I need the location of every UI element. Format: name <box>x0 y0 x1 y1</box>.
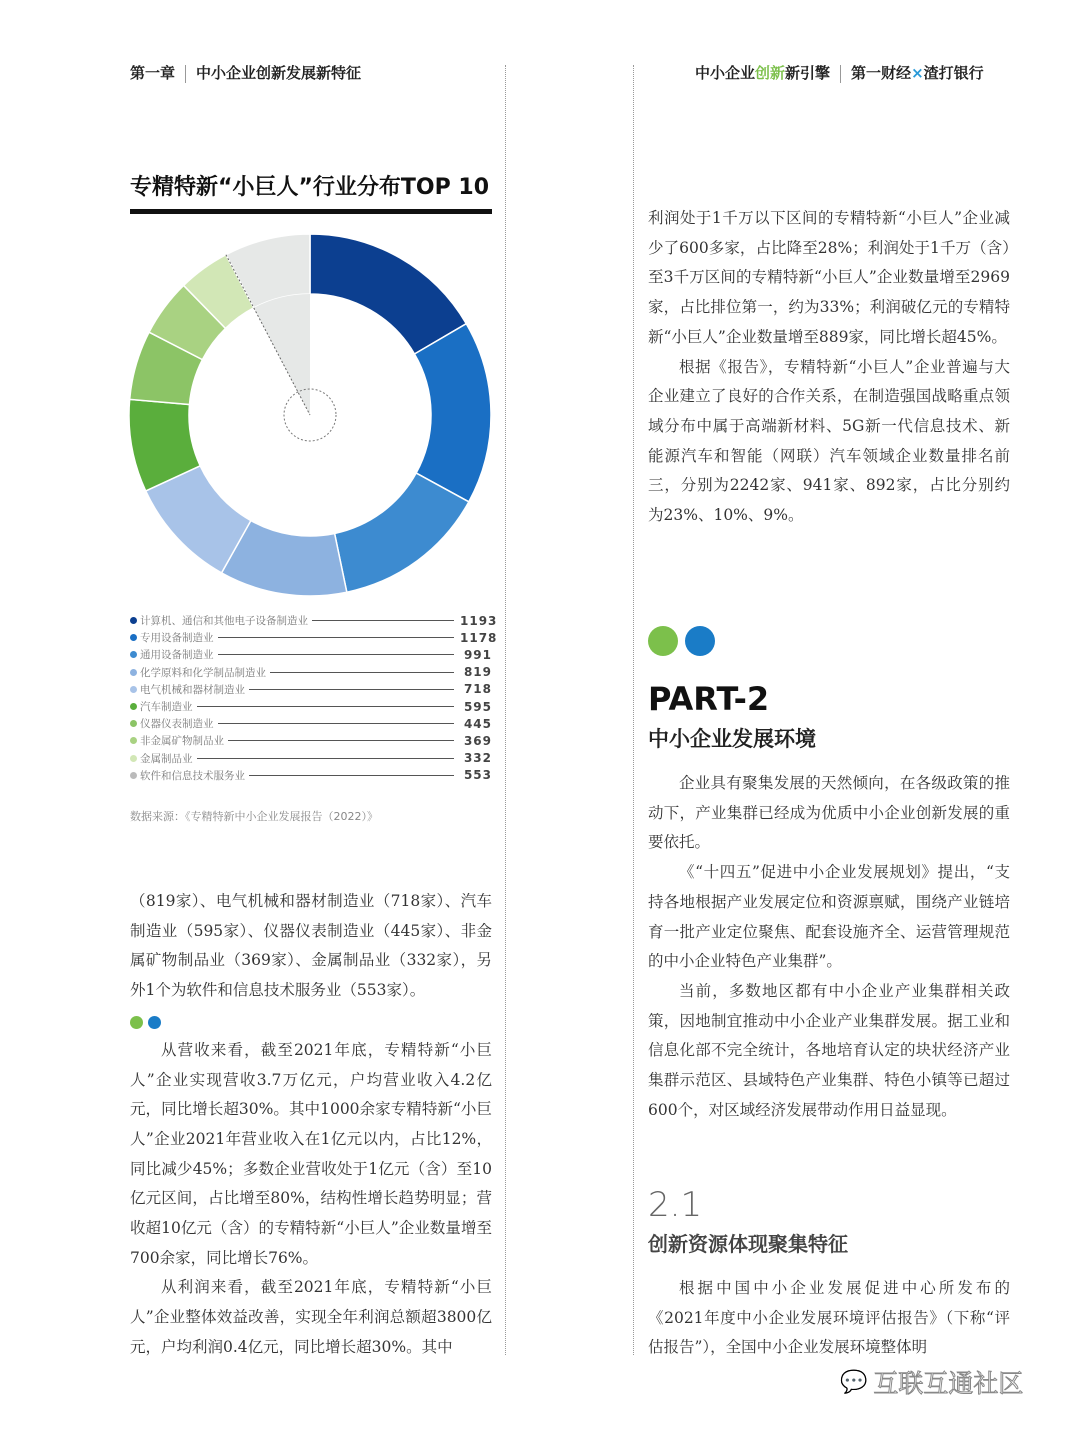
legend-label: 电气机械和器材制造业 <box>140 683 245 696</box>
leader-line <box>228 740 454 741</box>
left-body <box>130 887 492 1363</box>
legend-item <box>130 646 492 663</box>
chapter-title: 中小企业创新发展新特征 <box>196 64 362 82</box>
legend-value: 595 <box>463 699 492 714</box>
part-body <box>648 769 1010 1125</box>
legend-swatch <box>130 651 137 658</box>
legend-item <box>130 750 492 767</box>
paragraph: 从利润来看，截至2021年底，专精特新“小巨人”企业整体效益改善，实现全年利润总额超3800亿元，户均利润0.4亿元，同比增长超30%。其中 <box>130 1278 492 1356</box>
legend-item <box>130 732 492 749</box>
paragraph: 根据中国中小企业发展促进中心所发布的《2021年度中小企业发展环境评估报告》（下称“评估报告”），全国中小企业发展环境整体明 <box>648 1279 1010 1357</box>
part-dots <box>648 626 715 656</box>
section-number: 2.1 <box>648 1185 703 1225</box>
section-title: 创新资源体现聚集特征 <box>648 1232 848 1256</box>
header-series-b: 新引擎 <box>785 64 831 82</box>
leader-line <box>197 758 455 759</box>
legend-value: 445 <box>463 716 492 731</box>
chart-title: 专精特新“小巨人”行业分布TOP 10 <box>130 175 490 200</box>
part-label: PART-2 <box>648 680 770 718</box>
legend-item <box>130 681 492 698</box>
paragraph: 当前，多数地区都有中小企业产业集群相关政策，因地制宜推动中小企业产业集群发展。据工业和信息化部不完全统计，各地培育认定的块状经济产业集群示范区、县域特色产业集群、特色小镇等已超过600个，对区域经济发展带动作用日益显现。 <box>648 981 1010 1119</box>
column-divider <box>633 65 634 1355</box>
legend-item <box>130 715 492 732</box>
legend-label: 专用设备制造业 <box>140 632 214 645</box>
leader-line <box>218 654 455 655</box>
legend-label: 计算机、通信和其他电子设备制造业 <box>140 615 308 628</box>
wechat-icon: 💬 <box>840 1369 868 1395</box>
legend-swatch <box>130 703 137 710</box>
legend-item <box>130 629 498 646</box>
leader-line <box>197 706 455 707</box>
legend-swatch <box>130 669 137 676</box>
data-source: 数据来源：《专精特新中小企业发展报告（2022）》 <box>130 810 378 823</box>
section-dots <box>130 1016 161 1029</box>
legend-item <box>130 767 492 784</box>
leader-line <box>249 689 454 690</box>
donut-chart <box>120 225 500 605</box>
leader-line <box>312 620 454 621</box>
legend-item <box>130 664 492 681</box>
brand-2: 渣打银行 <box>923 64 984 82</box>
legend-swatch <box>130 755 137 762</box>
highlight-wedge <box>254 294 310 415</box>
donut-slice <box>335 473 469 592</box>
legend-value: 369 <box>463 733 492 748</box>
legend-label: 汽车制造业 <box>140 701 193 714</box>
legend-value: 553 <box>463 768 492 783</box>
paragraph: 利润处于1千万以下区间的专精特新“小巨人”企业减少了600多家，占比降至28%；利润处于1千万（含）至3千万区间的专精特新“小巨人”企业数量增至2969家，占比排位第一，约为33%；利润破亿元的专精特新“小巨人”企业数量增至889家，同比增长超45%。 <box>648 209 1010 346</box>
brand-x: × <box>911 64 924 82</box>
paragraph: （819家）、电气机械和器材制造业（718家）、汽车制造业（595家）、仪器仪表制造业（445家）、非金属矿物制品业（369家）、金属制品业（332家），另外1个为软件和信息技术服务业（553家）。 <box>130 892 492 1000</box>
leader-line <box>270 672 454 673</box>
legend-label: 仪器仪表制造业 <box>140 718 214 731</box>
legend-value: 1193 <box>460 613 498 628</box>
title-rule <box>130 209 492 214</box>
donut-slice <box>310 234 466 354</box>
paragraph: 根据《报告》，专精特新“小巨人”企业普遍与大企业建立了良好的合作关系，在制造强国战略重点领域分布中属于高端新材料、5G新一代信息技术、新能源汽车和智能（网联）汽车领域企业数量排名前三，分别为2242家、941家、892家，占比分别约为23%、10%、9%。 <box>648 357 1010 525</box>
leader-line <box>218 723 455 724</box>
legend-label: 通用设备制造业 <box>140 649 214 662</box>
legend-label: 非金属矿物制品业 <box>140 735 224 748</box>
leader-line <box>249 775 454 776</box>
legend-value: 718 <box>463 682 492 697</box>
paragraph: 企业具有聚集发展的天然倾向，在各级政策的推动下，产业集群已经成为优质中小企业创新发展的重要依托。 <box>648 774 1010 852</box>
paragraph: 《“十四五”促进中小企业发展规划》提出，“支持各地根据产业发展定位和资源禀赋，围绕产业链培育一批产业定位聚焦、配套设施齐全、运营管理规范的中小企业特色产业集群”。 <box>648 863 1010 971</box>
brand-1: 第一财经 <box>851 64 912 82</box>
legend-swatch <box>130 617 137 624</box>
legend-value: 332 <box>463 751 492 766</box>
watermark-text: 互联互通社区 <box>873 1369 1024 1398</box>
legend-label: 软件和信息技术服务业 <box>140 769 245 782</box>
leader-line <box>218 637 455 638</box>
legend-value: 991 <box>463 647 492 662</box>
legend-swatch <box>130 686 137 693</box>
section-body <box>648 1274 1010 1363</box>
header-left <box>130 62 361 83</box>
watermark <box>840 1364 1023 1400</box>
legend-label: 化学原料和化学制品制造业 <box>140 666 266 679</box>
legend-swatch <box>130 634 137 641</box>
legend-swatch <box>130 772 137 779</box>
legend-item <box>130 612 498 629</box>
legend-label: 金属制品业 <box>140 752 193 765</box>
header-series-a: 中小企业 <box>695 64 756 82</box>
legend-swatch <box>130 720 137 727</box>
legend-item <box>130 698 492 715</box>
legend-value: 1178 <box>460 630 498 645</box>
chapter-label: 第一章 <box>130 64 176 82</box>
part-title: 中小企业发展环境 <box>648 727 816 751</box>
legend-swatch <box>130 737 137 744</box>
donut-slice <box>414 324 491 502</box>
right-body <box>648 204 1010 531</box>
column-divider <box>505 65 506 1355</box>
header-right <box>695 62 984 83</box>
legend-value: 819 <box>463 665 492 680</box>
paragraph: 从营收来看，截至2021年底，专精特新“小巨人”企业实现营收3.7万亿元，户均营业收入4.2亿元，同比增长超30%。其中1000余家专精特新“小巨人”企业2021年营业收入在1亿元以内，占比12%，同比减少45%；多数企业营收处于1亿元（含）至10亿元区间，占比增至80%，结构性增长趋势明显；营收超10亿元（含）的专精特新“小巨人”企业数量增至700余家，同比增长76%。 <box>130 1040 492 1267</box>
header-series-green: 创新 <box>755 64 786 82</box>
chart-legend <box>130 612 498 784</box>
